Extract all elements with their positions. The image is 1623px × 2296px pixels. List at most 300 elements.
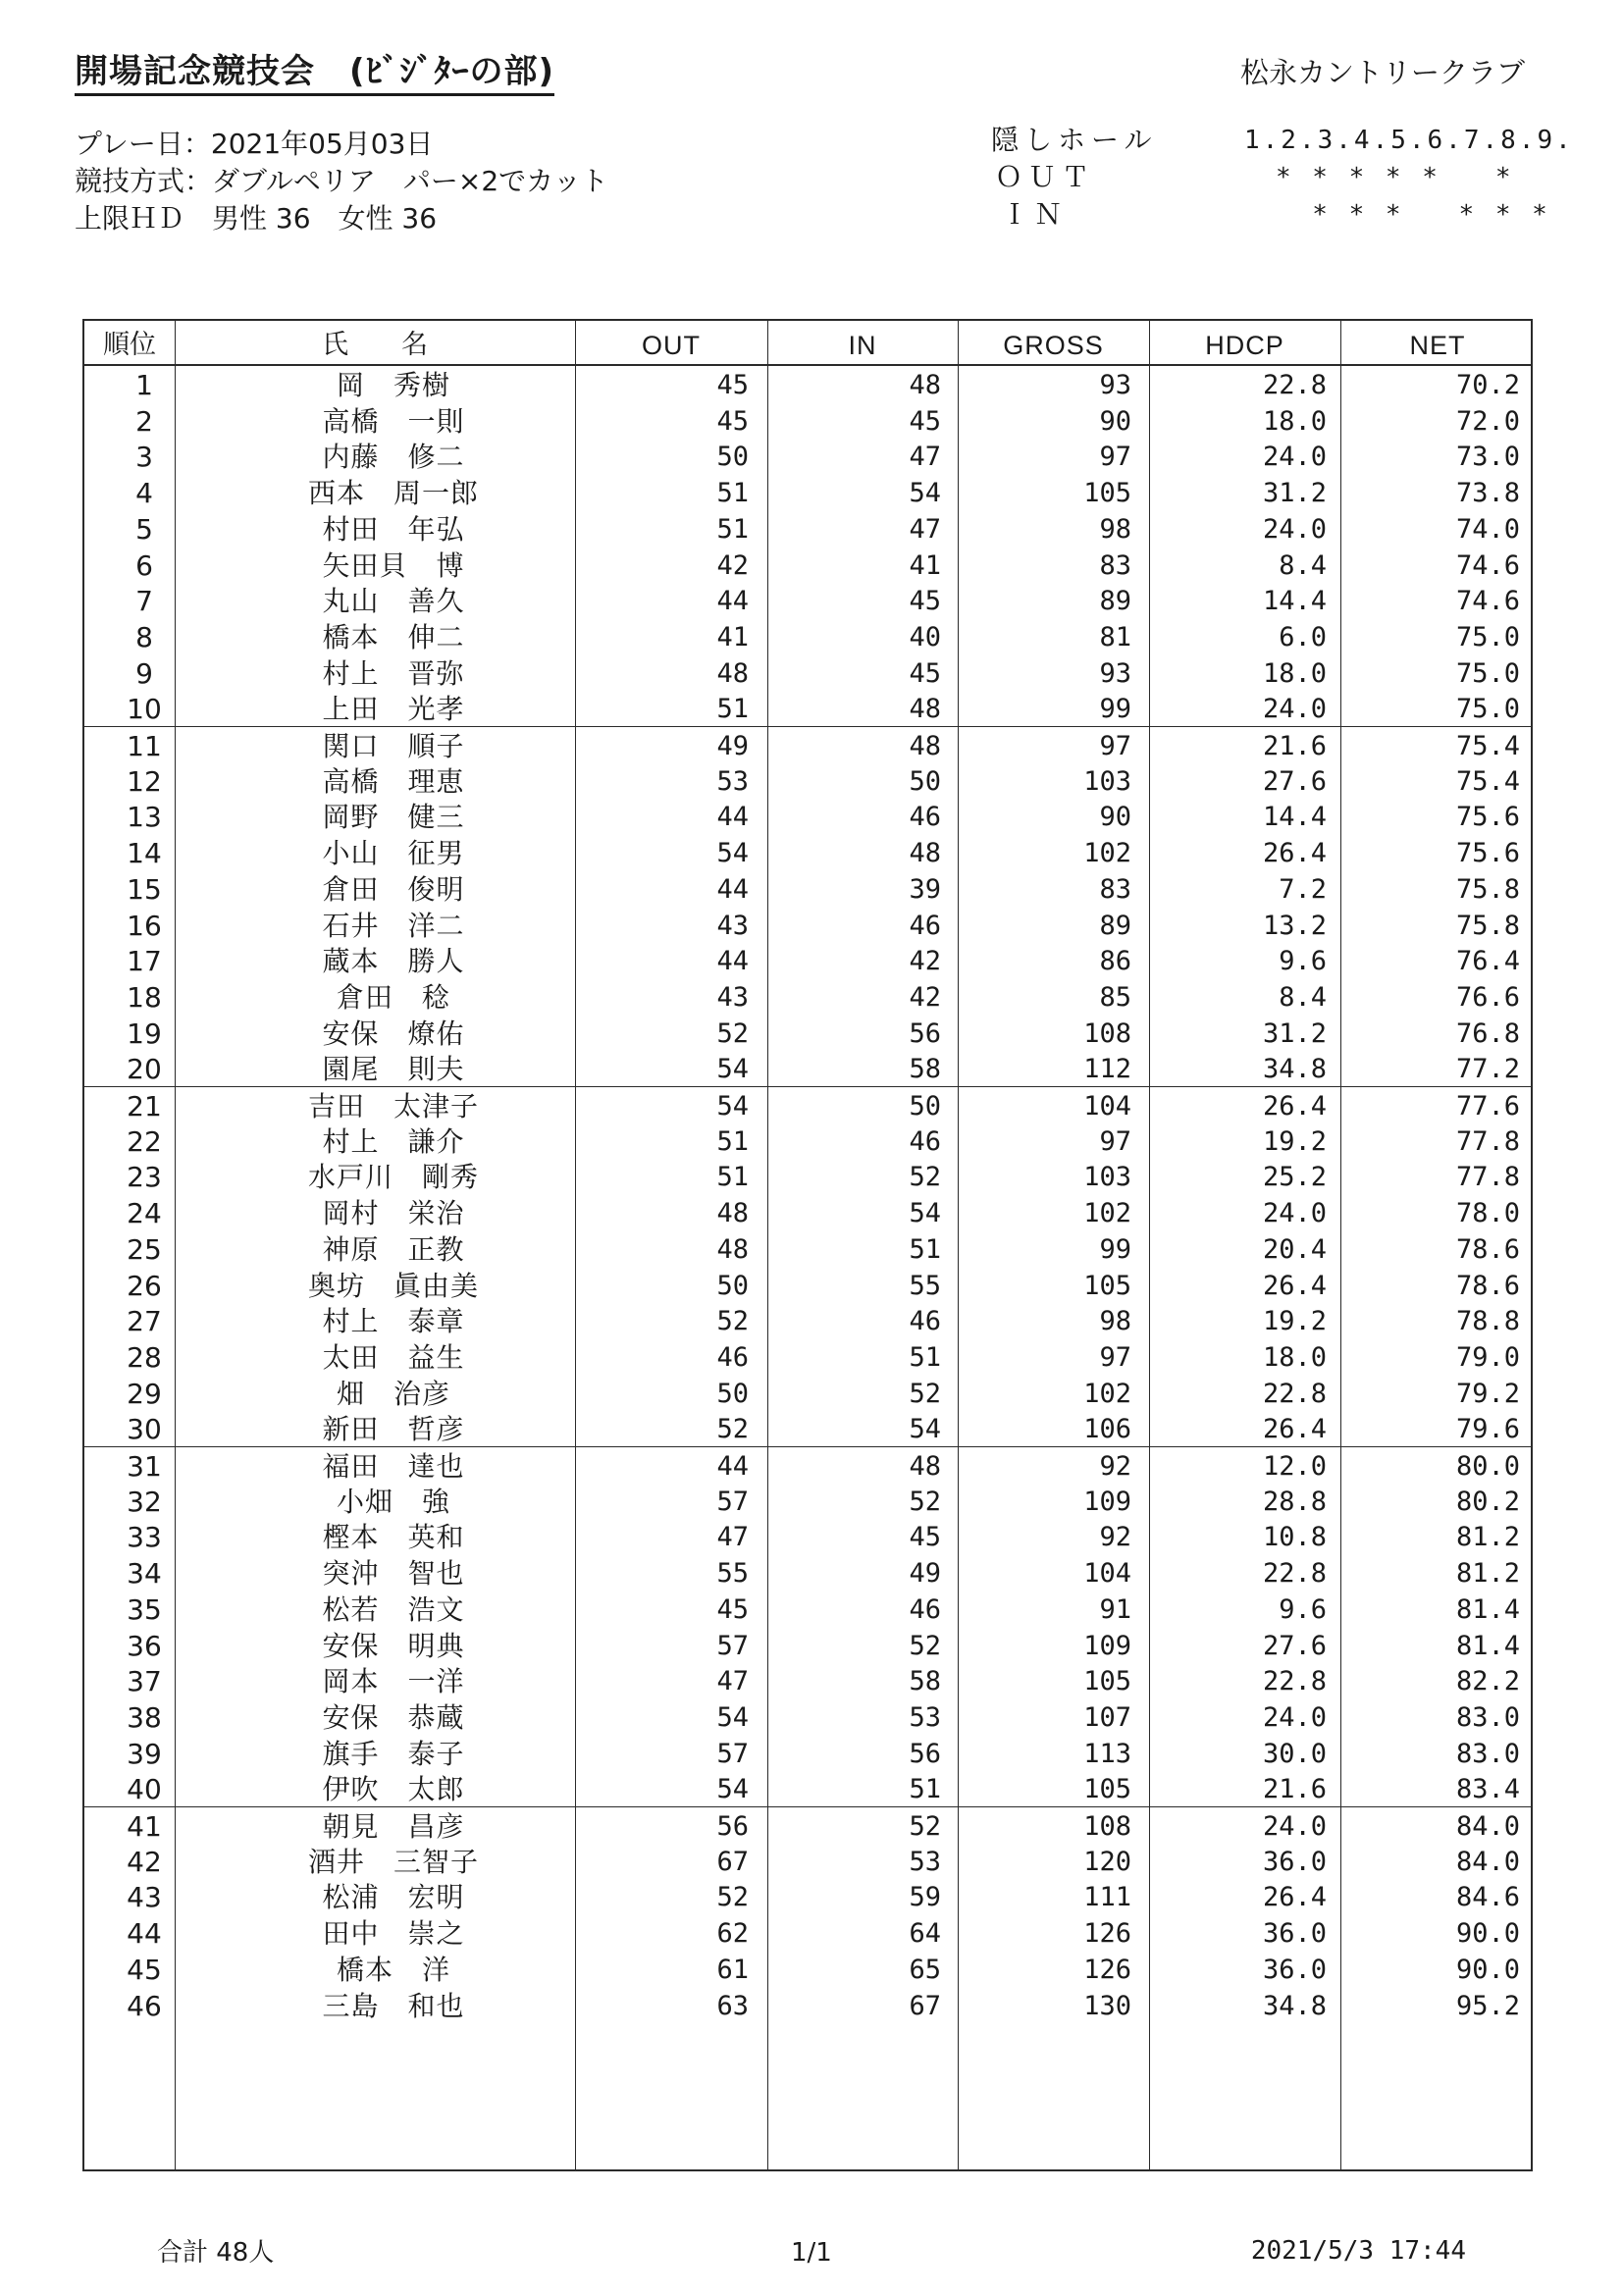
net-score-cell: 77.8: [1455, 1162, 1520, 1193]
out-score-cell: 41: [716, 621, 749, 652]
hidden-holes-label: 隠しホール: [991, 124, 1158, 156]
hdcp-cell: 26.4: [1262, 1414, 1327, 1445]
in-score-cell: 56: [909, 1018, 941, 1049]
net-score-cell: 90.0: [1455, 1954, 1520, 1985]
net-score-cell: 95.2: [1455, 1990, 1520, 2021]
out-hidden-marks: * * * * * *: [1276, 163, 1514, 192]
out-score-cell: 53: [716, 765, 749, 797]
in-score-cell: 46: [909, 1125, 941, 1157]
name-cell: 安保 燎佑: [322, 1017, 465, 1050]
table-row: [84, 762, 1531, 799]
table-row: [84, 1302, 1531, 1338]
net-score-cell: 83.0: [1455, 1738, 1520, 1769]
gross-score-cell: 109: [1083, 1630, 1131, 1661]
name-cell: 新田 哲彦: [322, 1413, 465, 1446]
out-score-cell: 48: [716, 657, 749, 689]
rank-cell: 19: [127, 1017, 162, 1050]
net-score-cell: 80.2: [1455, 1486, 1520, 1517]
out-score-cell: 48: [716, 1233, 749, 1265]
name-cell: 岡本 一洋: [322, 1665, 465, 1698]
net-score-cell: 75.0: [1455, 621, 1520, 652]
out-score-cell: 52: [716, 1018, 749, 1049]
hdcp-cell: 14.4: [1262, 586, 1327, 617]
name-cell: 水戸川 剛秀: [307, 1161, 479, 1194]
hdcp-cell: 24.0: [1262, 694, 1327, 725]
table-row: [84, 474, 1531, 510]
in-score-cell: 51: [909, 1774, 941, 1805]
rank-cell: 20: [127, 1053, 162, 1086]
name-cell: 村田 年弘: [322, 512, 465, 546]
in-score-cell: 54: [909, 1414, 941, 1445]
gross-score-cell: 103: [1083, 1162, 1131, 1193]
competition-format: 競技方式：ダブルペリア パー×2でカット: [75, 165, 608, 197]
hdcp-cell: 24.0: [1262, 1811, 1327, 1842]
table-row: [84, 1086, 1531, 1123]
gross-score-cell: 112: [1083, 1054, 1131, 1085]
in-score-cell: 49: [909, 1558, 941, 1590]
table-row: [84, 1483, 1531, 1519]
in-score-cell: 67: [909, 1990, 941, 2021]
gross-score-cell: 89: [1099, 910, 1131, 941]
name-cell: 上田 光孝: [322, 693, 465, 726]
in-score-cell: 53: [909, 1846, 941, 1877]
gross-score-cell: 108: [1083, 1018, 1131, 1049]
gross-score-cell: 126: [1083, 1954, 1131, 1985]
hdcp-cell: 22.8: [1262, 370, 1327, 400]
gross-score-cell: 97: [1099, 442, 1131, 473]
net-score-cell: 81.2: [1455, 1522, 1520, 1553]
in-score-cell: 48: [909, 694, 941, 725]
out-score-cell: 54: [716, 1054, 749, 1085]
gross-score-cell: 102: [1083, 838, 1131, 869]
table-row: [84, 978, 1531, 1015]
rank-cell: 24: [127, 1197, 162, 1230]
rank-cell: 25: [127, 1232, 162, 1266]
name-cell: 畑 治彦: [336, 1377, 450, 1410]
name-cell: 松浦 宏明: [322, 1881, 465, 1914]
net-score-cell: 83.4: [1455, 1774, 1520, 1805]
gross-score-cell: 98: [1099, 1306, 1131, 1337]
rank-cell: 36: [127, 1629, 162, 1662]
rank-cell: 1: [135, 369, 153, 401]
out-score-cell: 48: [716, 1198, 749, 1229]
table-row: [84, 1662, 1531, 1698]
out-score-cell: 44: [716, 1451, 749, 1482]
hdcp-cell: 22.8: [1262, 1666, 1327, 1697]
out-score-cell: 57: [716, 1630, 749, 1661]
hdcp-cell: 21.6: [1262, 731, 1327, 761]
table-row: [84, 1843, 1531, 1879]
net-score-cell: 70.2: [1455, 370, 1520, 400]
out-score-cell: 54: [716, 838, 749, 869]
out-score-cell: 47: [716, 1522, 749, 1553]
hdcp-cell: 19.2: [1262, 1306, 1327, 1337]
in-score-cell: 52: [909, 1162, 941, 1193]
name-cell: 矢田貝 博: [322, 548, 465, 582]
table-header-row: [84, 321, 1531, 366]
in-score-cell: 47: [909, 442, 941, 473]
net-score-cell: 76.4: [1455, 946, 1520, 977]
gross-score-cell: 105: [1083, 1774, 1131, 1805]
page-title: 開場記念競技会 (ﾋﾞｼﾞﾀｰの部): [75, 51, 554, 96]
hdcp-cell: 8.4: [1279, 549, 1327, 581]
hdcp-cell: 22.8: [1262, 1558, 1327, 1590]
out-score-cell: 44: [716, 802, 749, 833]
gross-score-cell: 83: [1099, 549, 1131, 581]
rank-cell: 12: [127, 764, 162, 798]
gross-score-cell: 92: [1099, 1522, 1131, 1553]
rank-cell: 2: [135, 404, 153, 438]
name-cell: 奥坊 眞由美: [307, 1269, 479, 1302]
hdcp-cell: 8.4: [1279, 981, 1327, 1013]
out-score-cell: 47: [716, 1666, 749, 1697]
table-row: [84, 1122, 1531, 1159]
play-date: プレー日：2021年05月03日: [75, 128, 434, 160]
table-row: [84, 1698, 1531, 1735]
gross-score-cell: 120: [1083, 1846, 1131, 1877]
out-score-cell: 61: [716, 1954, 749, 1985]
table-row: [84, 834, 1531, 870]
net-score-cell: 74.0: [1455, 513, 1520, 545]
gross-score-cell: 90: [1099, 802, 1131, 833]
header-hdcp: HDCP: [1205, 331, 1284, 360]
gross-score-cell: 86: [1099, 946, 1131, 977]
in-score-cell: 51: [909, 1341, 941, 1373]
in-score-cell: 65: [909, 1954, 941, 1985]
in-score-cell: 42: [909, 946, 941, 977]
net-score-cell: 75.8: [1455, 873, 1520, 905]
gross-score-cell: 99: [1099, 1233, 1131, 1265]
out-label: ＯＵＴ: [995, 161, 1096, 193]
out-score-cell: 55: [716, 1558, 749, 1590]
gross-score-cell: 107: [1083, 1701, 1131, 1733]
hdcp-cell: 20.4: [1262, 1233, 1327, 1265]
rank-cell: 33: [127, 1521, 162, 1554]
out-score-cell: 52: [716, 1414, 749, 1445]
net-score-cell: 74.6: [1455, 586, 1520, 617]
net-score-cell: 81.4: [1455, 1593, 1520, 1625]
net-score-cell: 81.2: [1455, 1558, 1520, 1590]
rank-cell: 26: [127, 1269, 162, 1302]
out-score-cell: 51: [716, 478, 749, 509]
name-cell: 西本 周一郎: [307, 477, 479, 510]
table-row: [84, 1554, 1531, 1591]
rank-cell: 35: [127, 1592, 162, 1626]
name-cell: 小畑 強: [336, 1485, 450, 1518]
table-row: [84, 1230, 1531, 1267]
table-row: [84, 618, 1531, 654]
name-cell: 倉田 俊明: [322, 872, 465, 906]
header-name: 氏 名: [322, 330, 428, 360]
in-score-cell: 59: [909, 1882, 941, 1913]
name-cell: 高橋 一則: [322, 404, 465, 438]
rank-cell: 4: [135, 477, 153, 510]
net-score-cell: 75.0: [1455, 694, 1520, 725]
hdcp-cell: 36.0: [1262, 1918, 1327, 1950]
net-score-cell: 79.0: [1455, 1341, 1520, 1373]
out-score-cell: 51: [716, 1162, 749, 1193]
rank-cell: 37: [127, 1665, 162, 1698]
gross-score-cell: 102: [1083, 1198, 1131, 1229]
hidden-holes-numbers: 1.2.3.4.5.6.7.8.9.: [1244, 126, 1574, 155]
out-score-cell: 44: [716, 586, 749, 617]
table-row: [84, 1375, 1531, 1411]
name-cell: 小山 征男: [322, 837, 465, 870]
in-score-cell: 40: [909, 621, 941, 652]
gross-score-cell: 97: [1099, 1341, 1131, 1373]
rank-cell: 10: [127, 693, 162, 726]
name-cell: 朝見 昌彦: [322, 1810, 465, 1843]
gross-score-cell: 113: [1083, 1738, 1131, 1769]
hdcp-cell: 7.2: [1279, 873, 1327, 905]
in-score-cell: 54: [909, 478, 941, 509]
hdcp-cell: 25.2: [1262, 1162, 1327, 1193]
gross-score-cell: 105: [1083, 1270, 1131, 1301]
rank-cell: 45: [127, 1953, 162, 1986]
hdcp-cell: 24.0: [1262, 1198, 1327, 1229]
net-score-cell: 84.6: [1455, 1882, 1520, 1913]
net-score-cell: 75.8: [1455, 910, 1520, 941]
rank-cell: 40: [127, 1773, 162, 1806]
header-gross: GROSS: [1003, 331, 1104, 360]
table-row: [84, 1050, 1531, 1086]
out-score-cell: 52: [716, 1306, 749, 1337]
hdcp-cell: 18.0: [1262, 1341, 1327, 1373]
page-number: 1/1: [791, 2238, 832, 2268]
out-score-cell: 45: [716, 370, 749, 400]
table-row: [84, 1878, 1531, 1914]
hdcp-cell: 26.4: [1262, 1882, 1327, 1913]
net-score-cell: 80.0: [1455, 1451, 1520, 1482]
hdcp-cell: 27.6: [1262, 1630, 1327, 1661]
table-row: [84, 654, 1531, 691]
table-row: [84, 1735, 1531, 1771]
rank-cell: 38: [127, 1700, 162, 1734]
in-score-cell: 48: [909, 370, 941, 400]
in-score-cell: 52: [909, 1378, 941, 1409]
name-cell: 関口 順子: [322, 730, 465, 762]
hdcp-cell: 36.0: [1262, 1846, 1327, 1877]
in-score-cell: 48: [909, 1451, 941, 1482]
rank-cell: 31: [127, 1450, 162, 1483]
in-score-cell: 42: [909, 981, 941, 1013]
out-score-cell: 51: [716, 694, 749, 725]
gross-score-cell: 98: [1099, 513, 1131, 545]
table-row: [84, 1446, 1531, 1484]
table-row: [84, 582, 1531, 618]
out-score-cell: 43: [716, 981, 749, 1013]
net-score-cell: 78.6: [1455, 1270, 1520, 1301]
in-hidden-marks: * * * * * *: [1276, 200, 1550, 230]
hdcp-cell: 24.0: [1262, 1701, 1327, 1733]
gross-score-cell: 91: [1099, 1593, 1131, 1625]
table-row: [84, 1770, 1531, 1806]
net-score-cell: 75.4: [1455, 731, 1520, 761]
hdcp-cell: 22.8: [1262, 1378, 1327, 1409]
gross-score-cell: 105: [1083, 1666, 1131, 1697]
net-score-cell: 77.2: [1455, 1054, 1520, 1085]
net-score-cell: 83.0: [1455, 1701, 1520, 1733]
name-cell: 安保 明典: [322, 1629, 465, 1662]
name-cell: 太田 益生: [322, 1340, 465, 1374]
table-row: [84, 1951, 1531, 1987]
header-in: IN: [848, 331, 877, 360]
out-score-cell: 50: [716, 1270, 749, 1301]
gross-score-cell: 109: [1083, 1486, 1131, 1517]
table-row: [84, 1267, 1531, 1303]
hdcp-cell: 26.4: [1262, 1091, 1327, 1122]
hdcp-cell: 18.0: [1262, 405, 1327, 437]
table-row: [84, 942, 1531, 978]
gross-score-cell: 111: [1083, 1882, 1131, 1913]
rank-cell: 34: [127, 1557, 162, 1591]
in-score-cell: 51: [909, 1233, 941, 1265]
name-cell: 岡 秀樹: [336, 369, 450, 401]
out-score-cell: 57: [716, 1486, 749, 1517]
out-score-cell: 46: [716, 1341, 749, 1373]
net-score-cell: 73.0: [1455, 442, 1520, 473]
hdcp-cell: 34.8: [1262, 1990, 1327, 2021]
net-score-cell: 90.0: [1455, 1918, 1520, 1950]
name-cell: 安保 恭蔵: [322, 1700, 465, 1734]
in-score-cell: 54: [909, 1198, 941, 1229]
table-row: [84, 690, 1531, 726]
name-cell: 松若 浩文: [322, 1592, 465, 1626]
in-score-cell: 64: [909, 1918, 941, 1950]
table-row: [84, 366, 1531, 402]
net-score-cell: 78.8: [1455, 1306, 1520, 1337]
table-row: [84, 1518, 1531, 1554]
rank-cell: 14: [127, 837, 162, 870]
gross-score-cell: 92: [1099, 1451, 1131, 1482]
hdcp-cell: 21.6: [1262, 1774, 1327, 1805]
name-cell: 村上 謙介: [322, 1124, 465, 1158]
hdcp-cell: 9.6: [1279, 1593, 1327, 1625]
rank-cell: 27: [127, 1305, 162, 1338]
name-cell: 三島 和也: [322, 1989, 465, 2022]
gross-score-cell: 83: [1099, 873, 1131, 905]
header-net: NET: [1409, 331, 1466, 360]
gross-score-cell: 106: [1083, 1414, 1131, 1445]
table-row: [84, 1015, 1531, 1051]
name-cell: 村上 晋弥: [322, 656, 465, 690]
in-score-cell: 45: [909, 657, 941, 689]
table-row: [84, 510, 1531, 547]
gross-score-cell: 93: [1099, 657, 1131, 689]
hdcp-cell: 12.0: [1262, 1451, 1327, 1482]
hdcp-cell: 6.0: [1279, 621, 1327, 652]
net-score-cell: 76.6: [1455, 981, 1520, 1013]
table-row: [84, 1914, 1531, 1951]
name-cell: 蔵本 勝人: [322, 945, 465, 978]
gross-score-cell: 97: [1099, 1125, 1131, 1157]
out-score-cell: 51: [716, 513, 749, 545]
rank-cell: 7: [135, 585, 153, 618]
net-score-cell: 72.0: [1455, 405, 1520, 437]
rank-cell: 9: [135, 656, 153, 690]
hdcp-cell: 19.2: [1262, 1125, 1327, 1157]
out-score-cell: 67: [716, 1846, 749, 1877]
rank-cell: 22: [127, 1124, 162, 1158]
net-score-cell: 78.0: [1455, 1198, 1520, 1229]
table-row: [84, 798, 1531, 834]
rank-cell: 16: [127, 909, 162, 942]
rank-cell: 3: [135, 441, 153, 474]
out-score-cell: 57: [716, 1738, 749, 1769]
in-score-cell: 46: [909, 1593, 941, 1625]
rank-cell: 6: [135, 548, 153, 582]
hdcp-cell: 18.0: [1262, 657, 1327, 689]
name-cell: 伊吹 太郎: [322, 1773, 465, 1806]
name-cell: 田中 崇之: [322, 1917, 465, 1951]
in-score-cell: 50: [909, 1091, 941, 1122]
results-table: [82, 319, 1533, 2171]
rank-cell: 41: [127, 1810, 162, 1843]
table-row: [84, 1591, 1531, 1627]
out-score-cell: 54: [716, 1701, 749, 1733]
out-score-cell: 43: [716, 910, 749, 941]
net-score-cell: 79.2: [1455, 1378, 1520, 1409]
gross-score-cell: 130: [1083, 1990, 1131, 2021]
gross-score-cell: 103: [1083, 765, 1131, 797]
rank-cell: 42: [127, 1845, 162, 1878]
in-score-cell: 58: [909, 1666, 941, 1697]
out-score-cell: 50: [716, 1378, 749, 1409]
net-score-cell: 75.0: [1455, 657, 1520, 689]
rank-cell: 43: [127, 1881, 162, 1914]
table-row: [84, 870, 1531, 907]
hdcp-cell: 9.6: [1279, 946, 1327, 977]
in-score-cell: 46: [909, 910, 941, 941]
rank-cell: 15: [127, 872, 162, 906]
in-score-cell: 45: [909, 405, 941, 437]
out-score-cell: 56: [716, 1811, 749, 1842]
gross-score-cell: 108: [1083, 1811, 1131, 1842]
rank-cell: 46: [127, 1989, 162, 2022]
net-score-cell: 81.4: [1455, 1630, 1520, 1661]
out-score-cell: 49: [716, 731, 749, 761]
rank-cell: 17: [127, 945, 162, 978]
net-score-cell: 82.2: [1455, 1666, 1520, 1697]
hdcp-cell: 31.2: [1262, 1018, 1327, 1049]
net-score-cell: 84.0: [1455, 1811, 1520, 1842]
gross-score-cell: 97: [1099, 731, 1131, 761]
out-score-cell: 50: [716, 442, 749, 473]
net-score-cell: 84.0: [1455, 1846, 1520, 1877]
out-score-cell: 62: [716, 1918, 749, 1950]
in-score-cell: 52: [909, 1486, 941, 1517]
name-cell: 樫本 英和: [322, 1521, 465, 1554]
name-cell: 神原 正教: [322, 1232, 465, 1266]
net-score-cell: 75.4: [1455, 765, 1520, 797]
gross-score-cell: 104: [1083, 1558, 1131, 1590]
name-cell: 酒井 三智子: [307, 1845, 479, 1878]
rank-cell: 13: [127, 801, 162, 834]
out-score-cell: 54: [716, 1091, 749, 1122]
print-timestamp: 2021/5/3 17:44: [1250, 2236, 1466, 2266]
hdcp-cell: 31.2: [1262, 478, 1327, 509]
name-cell: 岡野 健三: [322, 801, 465, 834]
in-score-cell: 50: [909, 765, 941, 797]
rank-cell: 8: [135, 620, 153, 653]
table-row: [84, 1806, 1531, 1844]
club-name: 松永カントリークラブ: [1239, 56, 1525, 89]
participant-total: 合計 48人: [157, 2238, 275, 2268]
rank-cell: 39: [127, 1737, 162, 1770]
rank-cell: 18: [127, 980, 162, 1014]
hdcp-cell: 34.8: [1262, 1054, 1327, 1085]
handicap-limit: 上限ＨＤ 男性 36 女性 36: [75, 202, 438, 235]
